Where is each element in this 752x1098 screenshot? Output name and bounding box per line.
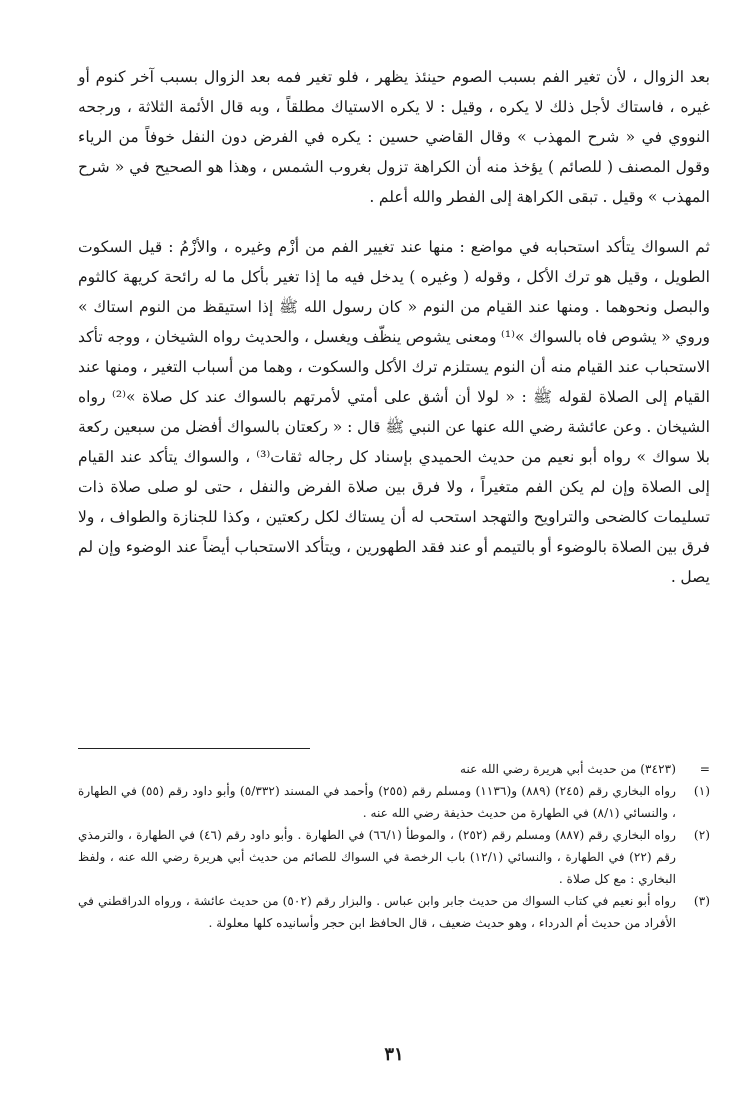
footnote-marker: (٣) [693, 894, 710, 908]
footnote-2 [78, 824, 710, 890]
footnotes [78, 758, 710, 934]
paragraph-2: ثم السواك يتأكد استحبابه في مواضع : منها عند تغيير الفم من أزْم وغيره ، والأزْمُ : قيل السكوت الطويل ، وقيل هو ترك الأكل ، وقوله ( وغيره ) يدخل فيه ما إذا تغير بأكل ما له رائحة كريهة كالثوم والبصل ونحوهما . ومنها عند القيام من النوم « كان رسول الله ﷺ إذا استيقظ من النوم استاك » وروي « يشوص فاه بالسواك »⁽¹⁾ ومعنى يشوص ينظّف ويغسل ، والحديث رواه الشيخان ، ووجه تأكد الاستحباب عند القيام منه أن النوم يستلزم ترك الأكل والسكوت ، وهما من أسباب التغير ، ومنها عند القيام إلى الصلاة لقوله ﷺ : « لولا أن أشق على أمتي لأمرتهم بالسواك عند كل صلاة »⁽²⁾ رواه الشيخان . وعن عائشة رضي الله عنها عن النبي ﷺ قال : « ركعتان بالسواك أفضل من سبعين ركعة بلا سواك » رواه أبو نعيم من حديث الحميدي بإسناد كل رجاله ثقات⁽³⁾ ، والسواك يتأكد عند القيام إلى الصلاة وإن لم يكن الفم متغيراً ، ولا فرق بين صلاة الفرض والنفل ، حتى لو صلى صلاة ذات تسليمات كالضحى والتراويح والتهجد استحب له أن يستاك لكل ركعتين ، وكذا للجنازة والطواف ، ولا فرق بين الصلاة بالوضوء أو بالتيمم أو عند فقد الطهورين ، ويتأكد الاستحباب أيضاً عند الوضوء وإن لم يصل . [78, 238, 711, 586]
footnote-marker: = [699, 762, 710, 776]
footnote-marker: (٢) [693, 828, 710, 842]
page-number: ٣١ [384, 1044, 404, 1065]
footnote-text: رواه البخاري رقم (٨٨٧) ومسلم رقم (٢٥٢) ، والموطأ (٦٦/١) في الطهارة . وأبو داود رقم (٤٦) في الطهارة ، والترمذي رقم (٢٢) في الطهارة ، والنسائي (١٢/١) باب الرخصة في السواك للصائم من حديث أبي هريرة رضي الله عنه ، ولفظ البخاري : مع كل صلاة . [78, 828, 677, 886]
footnote-separator [78, 748, 310, 749]
paragraph-1: بعد الزوال ، لأن تغير الفم بسبب الصوم حينئذ يظهر ، فلو تغير فمه بعد الزوال بسبب آخر كنوم أو غيره ، فاستاك لأجل ذلك لا يكره ، وقيل : لا يكره الاستياك مطلقاً ، وبه قال الأئمة الثلاثة ، ورجحه النووي في « شرح المهذب » وقال القاضي حسين : يكره في الفرض دون النفل خوفاً من الرياء وقول المصنف ( للصائم ) يؤخذ منه أن الكراهة تزول بغروب الشمس ، وهذا هو الصحيح في « شرح المهذب » وقيل . تبقى الكراهة إلى الفطر والله أعلم . [78, 68, 710, 206]
footnote-continuation [78, 758, 710, 780]
footnote-marker: (١) [693, 784, 710, 798]
footnote-text: (٣٤٢٣) من حديث أبي هريرة رضي الله عنه [459, 762, 676, 776]
footnote-text: رواه البخاري رقم (٢٤٥) (٨٨٩) و(١١٣٦) ومسلم رقم (٢٥٥) وأحمد في المسند (٥/٣٣٢) وأبو داود رقم (٥٥) في الطهارة ، والنسائي (٨/١) في الطهارة من حديث حذيفة رضي الله عنه . [78, 784, 677, 820]
footnote-text: رواه أبو نعيم في كتاب السواك من حديث جابر وابن عباس . والبزار رقم (٥٠٢) من حديث عائشة ، ورواه الدراقطني في الأفراد من حديث أم الدرداء ، وهو حديث ضعيف ، قال الحافظ ابن حجر وأسانيده كلها معلولة . [78, 894, 676, 930]
book-page [78, 62, 710, 1082]
footnote-1 [78, 780, 710, 824]
footnote-3 [78, 890, 710, 934]
